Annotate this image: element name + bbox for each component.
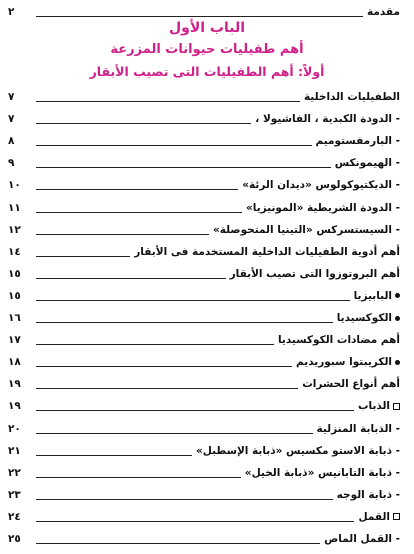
toc-page-number: ٢٤ — [8, 510, 21, 523]
section-heading: أولاً: أهم الطفيليات التى تصيب الأبقار — [89, 64, 325, 79]
square-bullet-icon — [393, 513, 400, 520]
toc-title-text: - ذبابة الاستو مكسيس «ذبابة الإسطبل» — [195, 444, 400, 457]
toc-title-text: الكوكسيديا — [336, 312, 392, 324]
toc-page-number: ١٠ — [8, 179, 21, 192]
toc-title-text: الكريبتوا سبوريديم — [296, 356, 392, 369]
toc-row — [8, 527, 400, 547]
toc-title — [296, 355, 400, 370]
toc-page-number: ١١ — [8, 201, 21, 214]
toc-page-number: ٢١ — [8, 444, 21, 457]
toc-row — [8, 218, 400, 238]
bullet-icon — [395, 293, 400, 298]
dotted-leader — [36, 212, 242, 213]
dotted-leader — [36, 410, 354, 411]
dotted-leader — [36, 189, 238, 190]
toc-row — [8, 262, 400, 282]
toc-row — [8, 107, 400, 127]
toc-row — [8, 394, 400, 414]
toc-page-number: ٢٢ — [8, 466, 21, 479]
dotted-leader — [36, 167, 331, 168]
dotted-leader — [36, 499, 333, 500]
toc-page-number: ١٤ — [8, 245, 21, 258]
toc-title — [317, 422, 400, 437]
dotted-leader — [36, 521, 354, 522]
toc-title-text: - البارمفستوميم — [315, 135, 400, 148]
toc-row — [8, 461, 400, 481]
toc-title-text: - الهيمونكس — [334, 157, 400, 170]
toc-title — [358, 399, 400, 414]
dotted-leader — [36, 322, 333, 323]
toc-title — [358, 510, 400, 525]
dotted-leader — [36, 300, 350, 301]
toc-row — [8, 350, 400, 370]
toc-row — [8, 284, 400, 304]
toc-title — [354, 289, 400, 304]
toc-page-number: ٧ — [8, 91, 15, 103]
toc-title — [196, 444, 400, 459]
toc-title — [242, 178, 400, 193]
toc-title-text: - ذبابة التابانيس «ذبابة الخيل» — [244, 466, 400, 479]
toc-title — [246, 201, 400, 216]
toc-title — [316, 134, 400, 149]
toc-page-number: ٩ — [8, 157, 15, 170]
toc-title-text: أهم أدوية الطفيليات الداخلية المستخدمة فى الأبقار — [134, 245, 400, 258]
part-heading: الباب الأول — [168, 20, 246, 36]
toc-title — [255, 112, 400, 127]
toc-row — [8, 129, 400, 149]
topic-heading: أهم طفيليات حيوانات المزرعة — [110, 42, 304, 57]
dotted-leader — [36, 344, 274, 345]
toc-page-number: ٨ — [8, 135, 15, 148]
dotted-leader — [36, 366, 292, 367]
toc-title — [304, 90, 400, 105]
toc-row — [8, 151, 400, 171]
toc-title — [245, 466, 400, 481]
toc-title-text: أهم مضادات الكوكسيديا — [277, 334, 400, 347]
toc-page-number: ١٩ — [8, 400, 21, 413]
toc-page-number: ٢٣ — [8, 488, 21, 501]
toc-page-number: ٢٥ — [8, 533, 21, 545]
square-bullet-icon — [393, 403, 400, 410]
toc-title-text: أهم البروتوزوا التى تصيب الأبقار — [229, 267, 400, 280]
toc-page-number: ٢٠ — [8, 422, 21, 435]
toc-page-number: ١٢ — [8, 223, 21, 236]
dotted-leader — [36, 145, 312, 146]
toc-title — [230, 267, 400, 282]
toc-page-number: ١٥ — [8, 289, 21, 302]
toc-title — [213, 223, 400, 238]
toc-row — [8, 439, 400, 459]
toc-title-text: - الدودة الشريطية «المونيزيا» — [245, 201, 400, 214]
dotted-leader — [36, 477, 241, 478]
dotted-leader — [36, 388, 298, 389]
dotted-leader — [36, 123, 251, 124]
toc-row — [8, 417, 400, 437]
bullet-icon — [395, 360, 400, 365]
toc-row — [8, 328, 400, 348]
dotted-leader — [36, 543, 320, 544]
toc-page-number: ١٨ — [8, 356, 21, 369]
dotted-leader — [36, 433, 313, 434]
toc-page-number: ٧ — [8, 113, 15, 126]
toc-title-text: - الذبابة المنزلية — [316, 422, 400, 435]
toc-title-text: - الدودة الكبدية ، الفاشيولا ، — [255, 113, 400, 126]
dotted-leader — [36, 101, 300, 102]
toc-row — [8, 372, 400, 392]
toc-row — [8, 505, 400, 525]
toc-row — [8, 483, 400, 503]
toc-title — [278, 333, 400, 348]
toc-row — [8, 173, 400, 193]
toc-row-intro — [8, 0, 400, 20]
toc-title-text: - ذبابة الوجه — [336, 488, 400, 501]
toc-page-number: ١٦ — [8, 312, 21, 324]
toc-page-number: ١٩ — [8, 378, 21, 391]
bullet-icon — [395, 316, 400, 321]
toc-page-number: ٢ — [8, 6, 15, 18]
toc-title — [337, 311, 400, 326]
toc-row — [8, 196, 400, 216]
toc-title — [337, 488, 400, 503]
toc-title-text: القمل — [358, 510, 390, 523]
toc-row — [8, 306, 400, 326]
dotted-leader — [36, 256, 130, 257]
toc-title-text: - الديكتيوكولوس «ديدان الرئة» — [242, 179, 400, 192]
toc-title — [335, 156, 400, 171]
dotted-leader — [36, 455, 192, 456]
toc-title-text: الطفيليات الداخلية — [303, 91, 400, 103]
toc-row — [8, 240, 400, 260]
toc-page-number: ١٧ — [8, 334, 21, 347]
toc-row — [8, 85, 400, 105]
toc-page-number: ١٥ — [8, 267, 21, 280]
dotted-leader — [36, 16, 363, 17]
toc-title-text: - السيستسركس «التينيا المتحوصلة» — [213, 223, 400, 236]
toc-title: مقدمة — [367, 6, 400, 18]
toc-title-text: - القمل الماص — [324, 533, 400, 545]
dotted-leader — [36, 278, 226, 279]
toc-title — [302, 377, 400, 392]
dotted-leader — [36, 234, 209, 235]
toc-title — [134, 245, 400, 260]
toc-title — [324, 532, 400, 547]
toc-title-text: أهم أنواع الحشرات — [302, 378, 400, 391]
toc-title-text: البابيزيا — [353, 289, 392, 302]
toc-title-text: الذباب — [357, 400, 390, 413]
